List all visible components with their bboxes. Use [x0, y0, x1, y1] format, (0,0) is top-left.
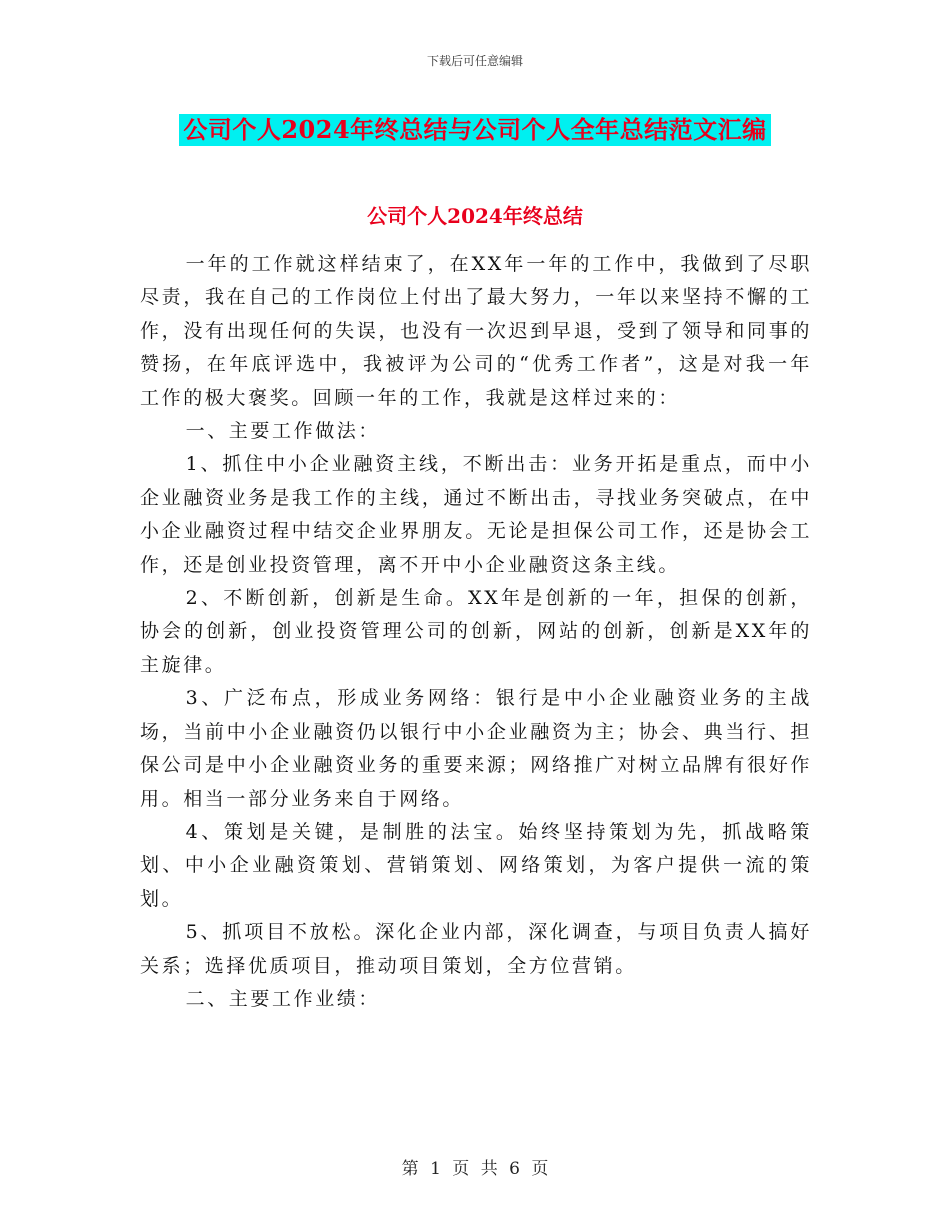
main-title-container [0, 114, 950, 146]
section-title: 公司个人2024年终总结 [367, 204, 583, 228]
paragraph-item-5: 5、抓项目不放松。深化企业内部，深化调查，与项目负责人搞好关系；选择优质项目，推动项目策划，全方位营销。 [140, 921, 812, 977]
paragraph-item-1: 1、抓住中小企业融资主线，不断出击：业务开拓是重点，而中小企业融资业务是我工作的主线，通过不断出击，寻找业务突破点，在中小企业融资过程中结交企业界朋友。无论是担保公司工作，还是协会工作，还是创业投资管理，离不开中小企业融资这条主线。 [140, 453, 812, 576]
paragraph-item-3: 3、广泛布点，形成业务网络：银行是中小企业融资业务的主战场，当前中小企业融资仍以银行中小企业融资为主；协会、典当行、担保公司是中小企业融资业务的重要来源；网络推广对树立品牌有很好作用。相当一部分业务来自于网络。 [140, 687, 812, 810]
section-heading-results: 二、主要工作业绩： [185, 987, 380, 1010]
paragraph-item-4: 4、策划是关键，是制胜的法宝。始终坚持策划为先，抓战略策划、中小企业融资策划、营销策划、网络策划，为客户提供一流的策划。 [140, 820, 812, 910]
body-text [140, 248, 812, 1016]
main-title: 公司个人2024年终总结与公司个人全年总结范文汇编 [179, 114, 770, 146]
header-note: 下载后可任意编辑 [426, 54, 523, 68]
paragraph-intro: 一年的工作就这样结束了，在XX年一年的工作中，我做到了尽职尽责，我在自己的工作岗位上付出了最大努力，一年以来坚持不懈的工作，没有出现任何的失误，也没有一次迟到早退，受到了领导和同事的赞扬，在年底评选中，我被评为公司的“优秀工作者”，这是对我一年工作的极大褒奖。回顾一年的工作，我就是这样过来的： [140, 253, 812, 409]
page-number-footer: 第 1 页 共 6 页 [401, 1159, 549, 1179]
section-heading-methods: 一、主要工作做法： [185, 420, 380, 443]
paragraph-item-2: 2、不断创新，创新是生命。XX年是创新的一年，担保的创新，协会的创新，创业投资管理公司的创新，网站的创新，创新是XX年的主旋律。 [140, 587, 812, 676]
